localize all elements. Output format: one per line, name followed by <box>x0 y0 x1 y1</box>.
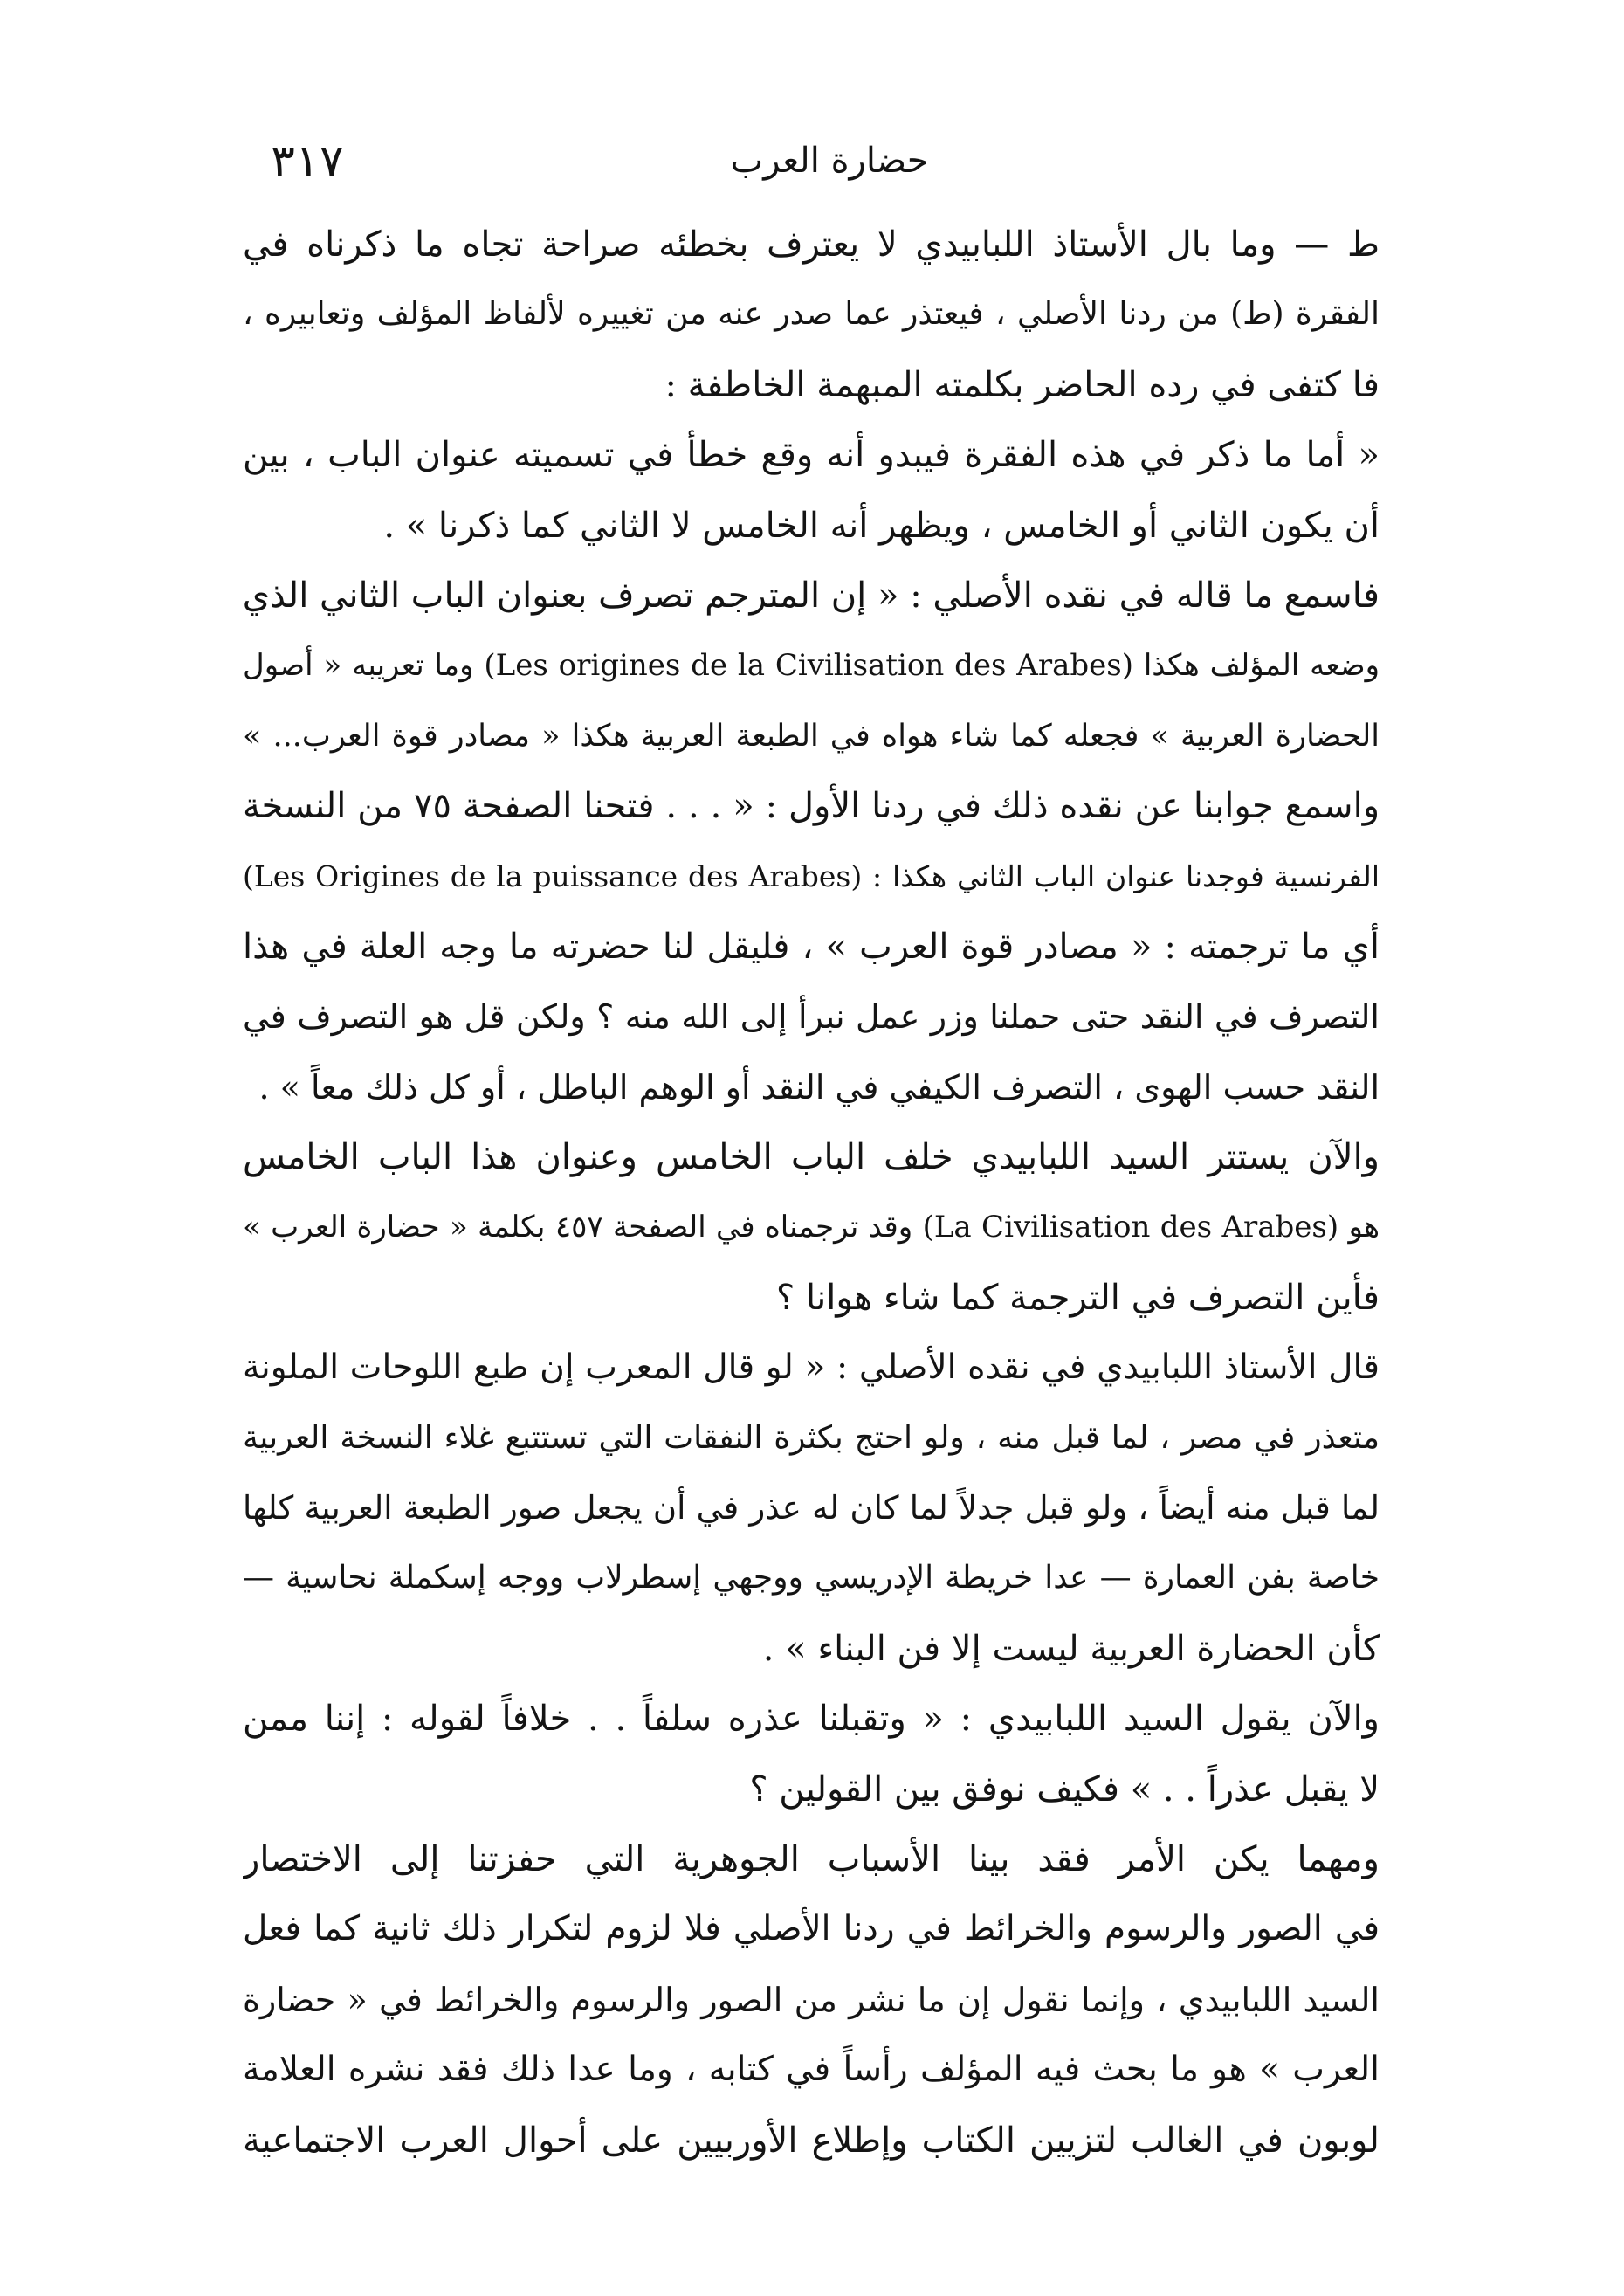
text-line: فا كتفى في رده الحاضر بكلمته المبهمة الخاطفة : <box>664 364 1380 405</box>
text-line: الفرنسية فوجدنا عنوان الباب الثاني هكذا : (Les Origines de la puissance des Arabes) <box>243 858 1380 893</box>
text-line: والآن يستتر السيد اللبابيدي خلف الباب الخامس وعنوان هذا الباب الخامس <box>243 1137 1380 1178</box>
text-line: الفقرة (ط) من ردنا الأصلي ، فيعتذر عما صدر عنه من تغييره لألفاظ المؤلف وتعابيره ، <box>243 296 1380 333</box>
text-line: لما قبل منه أيضاً ، ولو قبل جدلاً لما كان له عذر في أن يجعل صور الطبعة العربية كلها <box>243 1489 1380 1527</box>
running-title: حضارة العرب <box>730 141 929 181</box>
text-line: كأن الحضارة العربية ليست إلا فن البناء » . <box>762 1628 1380 1669</box>
text-line: التصرف في النقد حتى حملنا وزر عمل نبرأ إلى الله منه ؟ ولكن قل هو التصرف في <box>243 997 1380 1037</box>
text-line: ومهما يكن الأمر فقد بينا الأسباب الجوهرية التي حفزتنا إلى الاختصار <box>243 1838 1380 1879</box>
text-line: متعذر في مصر ، لما قبل منه ، ولو احتج بكثرة النفقات التي تستتبع غلاء النسخة العربية <box>243 1419 1380 1456</box>
text-line: في الصور والرسوم والخرائط في ردنا الأصلي فلا لزوم لتكرار ذلك ثانية كما فعل <box>243 1909 1380 1949</box>
text-line: العرب » هو ما بحث فيه المؤلف رأساً في كتابه ، وما عدا ذلك فقد نشره العلامة <box>243 2050 1380 2090</box>
text-line: الحضارة العربية » فجعله كما شاء هواه في الطبعة العربية هكذا « مصادر قوة العرب... » <box>243 718 1380 754</box>
text-line: خاصة بفن العمارة — عدا خريطة الإدريسي ووجهي إسطرلاب ووجه إسكملة نحاسية — <box>243 1560 1380 1596</box>
page-number: ٣١٧ <box>271 135 344 188</box>
text-line: قال الأستاذ اللبابيدي في نقده الأصلي : « لو قال المعرب إن طبع اللوحات الملونة <box>243 1348 1380 1388</box>
text-line: أن يكون الثاني أو الخامس ، ويظهر أنه الخامس لا الثاني كما ذكرنا » . <box>383 505 1380 546</box>
text-line: لا يقبل عذراً . . » فكيف نوفق بين القولين ؟ <box>749 1769 1380 1810</box>
text-line: فاسمع ما قاله في نقده الأصلي : « إن المترجم تصرف بعنوان الباب الثاني الذي <box>243 575 1380 616</box>
text-line: النقد حسب الهوى ، التصرف الكيفي في النقد أو الوهم الباطل ، أو كل ذلك معاً » . <box>258 1067 1380 1107</box>
text-line: هو (La Civilisation des Arabes) وقد ترجمناه في الصفحة ٤٥٧ بكلمة « حضارة العرب » <box>243 1210 1380 1245</box>
text-line: أي ما ترجمته : « مصادر قوة العرب » ، فليقل لنا حضرته ما وجه العلة في هذا <box>243 926 1380 967</box>
text-line: والآن يقول السيد اللبابيدي : « وتقبلنا عذره سلفاً . . خلافاً لقوله : إننا ممن <box>243 1699 1380 1740</box>
text-line: لوبون في الغالب لتزيين الكتاب وإطلاع الأوربيين على أحوال العرب الاجتماعية <box>243 2120 1380 2161</box>
text-line: السيد اللبابيدي ، وإنما نقول إن ما نشر من الصور والرسوم والخرائط في « حضارة <box>243 1980 1380 2019</box>
text-line: وضعه المؤلف هكذا (Les origines de la Civilisation des Arabes) وما تعريبه « أصول <box>243 648 1380 684</box>
body-text <box>243 210 1380 2175</box>
page-header <box>244 131 1388 192</box>
text-line: فأين التصرف في الترجمة كما شاء هوانا ؟ <box>776 1277 1380 1318</box>
text-line: واسمع جوابنا عن نقده ذلك في ردنا الأول : « . . . فتحنا الصفحة ٧٥ من النسخة <box>243 786 1380 827</box>
text-line: « أما ما ذكر في هذه الفقرة فيبدو أنه وقع خطأ في تسميته عنوان الباب ، بين <box>243 435 1380 476</box>
text-line: ط — وما بال الأستاذ اللبابيدي لا يعترف بخطئه صراحة تجاه ما ذكرناه في <box>243 224 1380 265</box>
